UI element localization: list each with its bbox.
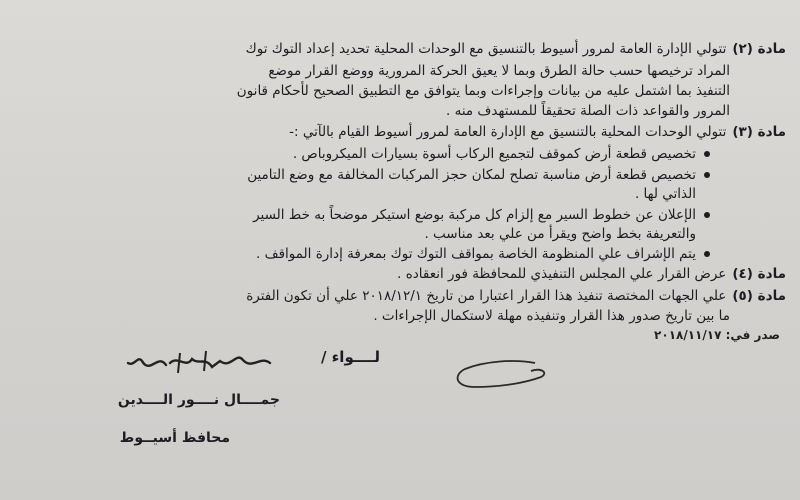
article-3-line-1: مادة (٣)تتولي الوحدات المحلية بالتنسيق مع الإدارة العامة لمرور أسيوط القيام بالآتي :- bbox=[289, 124, 786, 140]
article-2-line-2: المراد ترخيصها حسب حالة الطرق وبما لا يعيق الحركة المرورية ووضع القرار موضع bbox=[268, 63, 730, 79]
rank-title: لــــواء / bbox=[320, 348, 380, 366]
article-label: مادة (٢) bbox=[732, 41, 786, 57]
governor-name: جمــــال نــــور الــــدين bbox=[117, 392, 280, 408]
article-4-line: مادة (٤)عرض القرار علي المجلس التنفيذي للمحافظة فور انعقاده . bbox=[397, 266, 786, 282]
article-label: مادة (٣) bbox=[732, 124, 786, 140]
article-5-line-1: مادة (٥)علي الجهات المختصة تنفيذ هذا القرار اعتبارا من تاريخ ٢٠١٨/١٢/١ علي أن تكون الفترة bbox=[246, 288, 786, 304]
article-3-item-3-cont: والتعريفة بخط واضح ويقرأ من علي بعد مناسب . bbox=[424, 226, 696, 242]
bullet-icon bbox=[704, 151, 710, 157]
article-3-item-3: الإعلان عن خطوط السير مع إلزام كل مركبة بوضع استيكر موضحاً به خط السير bbox=[14, 206, 710, 225]
article-2-line-3: التنفيذ بما اشتمل عليه من بيانات وإجراءات وبما يتوافق مع التطبيق الصحيح لأحكام قانون bbox=[236, 83, 730, 99]
issued-date: صدر في: ٢٠١٨/١١/١٧ bbox=[654, 328, 780, 342]
article-label: مادة (٥) bbox=[732, 288, 786, 304]
article-3-item-1: تخصيص قطعة أرض كموقف لتجميع الركاب أسوة بسيارات الميكروباص . bbox=[14, 145, 710, 164]
stamp-scribble bbox=[445, 355, 555, 395]
article-2-line-1: مادة (٢)تتولي الإدارة العامة لمرور أسيوط بالتنسيق مع الوحدات المحلية تحديد إعداد التوك توك bbox=[245, 41, 786, 57]
bullet-icon bbox=[704, 251, 710, 257]
article-3-item-4: يتم الإشراف علي المنظومة الخاصة بمواقف التوك توك بمعرفة إدارة المواقف . bbox=[14, 245, 710, 264]
governor-title: محافظ أسيــوط bbox=[119, 430, 230, 446]
bullet-icon bbox=[704, 172, 710, 178]
article-3-item-2: تخصيص قطعة أرض مناسبة تصلح لمكان حجز المركبات المخالفة مع وضع التامين bbox=[14, 166, 710, 185]
article-5-line-2: ما بين تاريخ صدور هذا القرار وتنفيذه مهلة لاستكمال الإجراءات . bbox=[373, 308, 730, 324]
article-3-item-2-cont: الذاتي لها . bbox=[634, 186, 696, 202]
bullet-icon bbox=[704, 212, 710, 218]
article-label: مادة (٤) bbox=[732, 266, 786, 282]
handwritten-signature bbox=[120, 345, 280, 385]
article-2-line-4: المرور والقواعد ذات الصلة تحقيقاً للمستهدف منه . bbox=[446, 103, 730, 119]
